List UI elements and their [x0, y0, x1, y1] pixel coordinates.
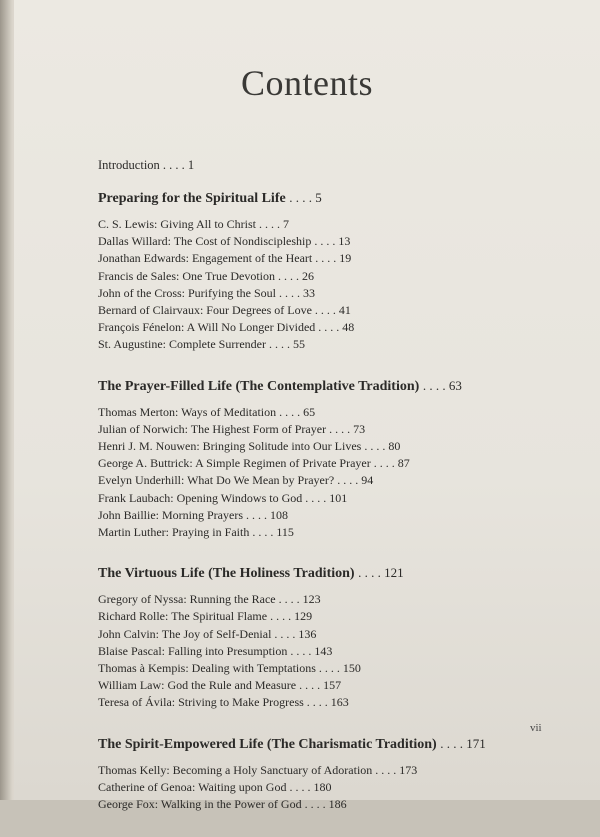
- section-page-ref: . . . . 63: [422, 377, 462, 393]
- toc-entry: Thomas à Kempis: Dealing with Temptations . . . . 150: [98, 661, 361, 676]
- toc-section: [98, 565, 588, 711]
- section-heading: [98, 190, 588, 207]
- section-heading-text: The Spirit-Empowered Life (The Charismatic Tradition): [98, 736, 437, 752]
- toc-introduction: Introduction . . . . 1: [98, 158, 195, 172]
- toc-section: [98, 190, 588, 354]
- toc-entry: Thomas Merton: Ways of Meditation . . . . 65: [98, 404, 316, 419]
- section-heading: [98, 565, 588, 582]
- toc-entry: Richard Rolle: The Spiritual Flame . . . . 129: [98, 609, 313, 624]
- toc-entry: George Fox: Walking in the Power of God . . . . 186: [98, 797, 347, 812]
- section-page-ref: . . . . 121: [358, 565, 404, 581]
- toc-entry: François Fénelon: A Will No Longer Divided . . . . 48: [98, 320, 355, 335]
- toc-entry: John Baillie: Morning Prayers . . . . 108: [98, 507, 288, 522]
- toc-section: [98, 736, 588, 814]
- toc-entry: Francis de Sales: One True Devotion . . . . 26: [98, 268, 314, 283]
- toc-section: [98, 378, 588, 542]
- section-heading: [98, 378, 588, 395]
- toc-entry: Catherine of Genoa: Waiting upon God . . . . 180: [98, 779, 332, 794]
- toc-entry: Jonathan Edwards: Engagement of the Heart . . . . 19: [98, 251, 352, 266]
- toc-entry: Bernard of Clairvaux: Four Degrees of Love . . . . 41: [98, 303, 351, 318]
- toc-entry: William Law: God the Rule and Measure . . . . 157: [98, 678, 342, 693]
- toc-entry: Dallas Willard: The Cost of Nondiscipleship . . . . 13: [98, 234, 351, 249]
- section-heading: [98, 736, 588, 753]
- toc-entry: Julian of Norwich: The Highest Form of Prayer . . . . 73: [98, 421, 366, 436]
- section-heading-text: Preparing for the Spiritual Life: [98, 191, 286, 206]
- section-page-ref: . . . . 5: [289, 190, 322, 205]
- toc-entry: Martin Luther: Praying in Faith . . . . 115: [98, 525, 294, 540]
- toc-entry: John of the Cross: Purifying the Soul . . . . 33: [98, 285, 316, 300]
- toc-entry: Evelyn Underhill: What Do We Mean by Prayer? . . . . 94: [98, 473, 374, 488]
- toc-entry: Gregory of Nyssa: Running the Race . . . . 123: [98, 592, 321, 607]
- toc-entry: Henri J. M. Nouwen: Bringing Solitude into Our Lives . . . . 80: [98, 439, 401, 454]
- book-page: [14, 0, 600, 812]
- table-of-contents: [98, 158, 588, 837]
- section-heading-text: The Virtuous Life (The Holiness Tradition): [98, 566, 355, 582]
- toc-entry: Blaise Pascal: Falling into Presumption . . . . 143: [98, 643, 333, 658]
- toc-entry: Teresa of Ávila: Striving to Make Progress . . . . 163: [98, 695, 349, 710]
- page-title: Contents: [240, 63, 373, 103]
- toc-entry: George A. Buttrick: A Simple Regimen of Private Prayer . . . . 87: [98, 456, 410, 471]
- toc-entry: Thomas Kelly: Becoming a Holy Sanctuary of Adoration . . . . 173: [98, 762, 418, 777]
- page-number: vii: [530, 722, 542, 734]
- toc-entry: C. S. Lewis: Giving All to Christ . . . . 7: [98, 217, 290, 231]
- toc-entry: St. Augustine: Complete Surrender . . . . 55: [98, 337, 305, 352]
- toc-entry: Frank Laubach: Opening Windows to God . . . . 101: [98, 490, 348, 505]
- toc-entry: John Calvin: The Joy of Self-Denial . . . . 136: [98, 626, 317, 641]
- section-heading-text: The Prayer-Filled Life (The Contemplative Tradition): [98, 378, 420, 394]
- section-page-ref: . . . . 171: [440, 735, 486, 751]
